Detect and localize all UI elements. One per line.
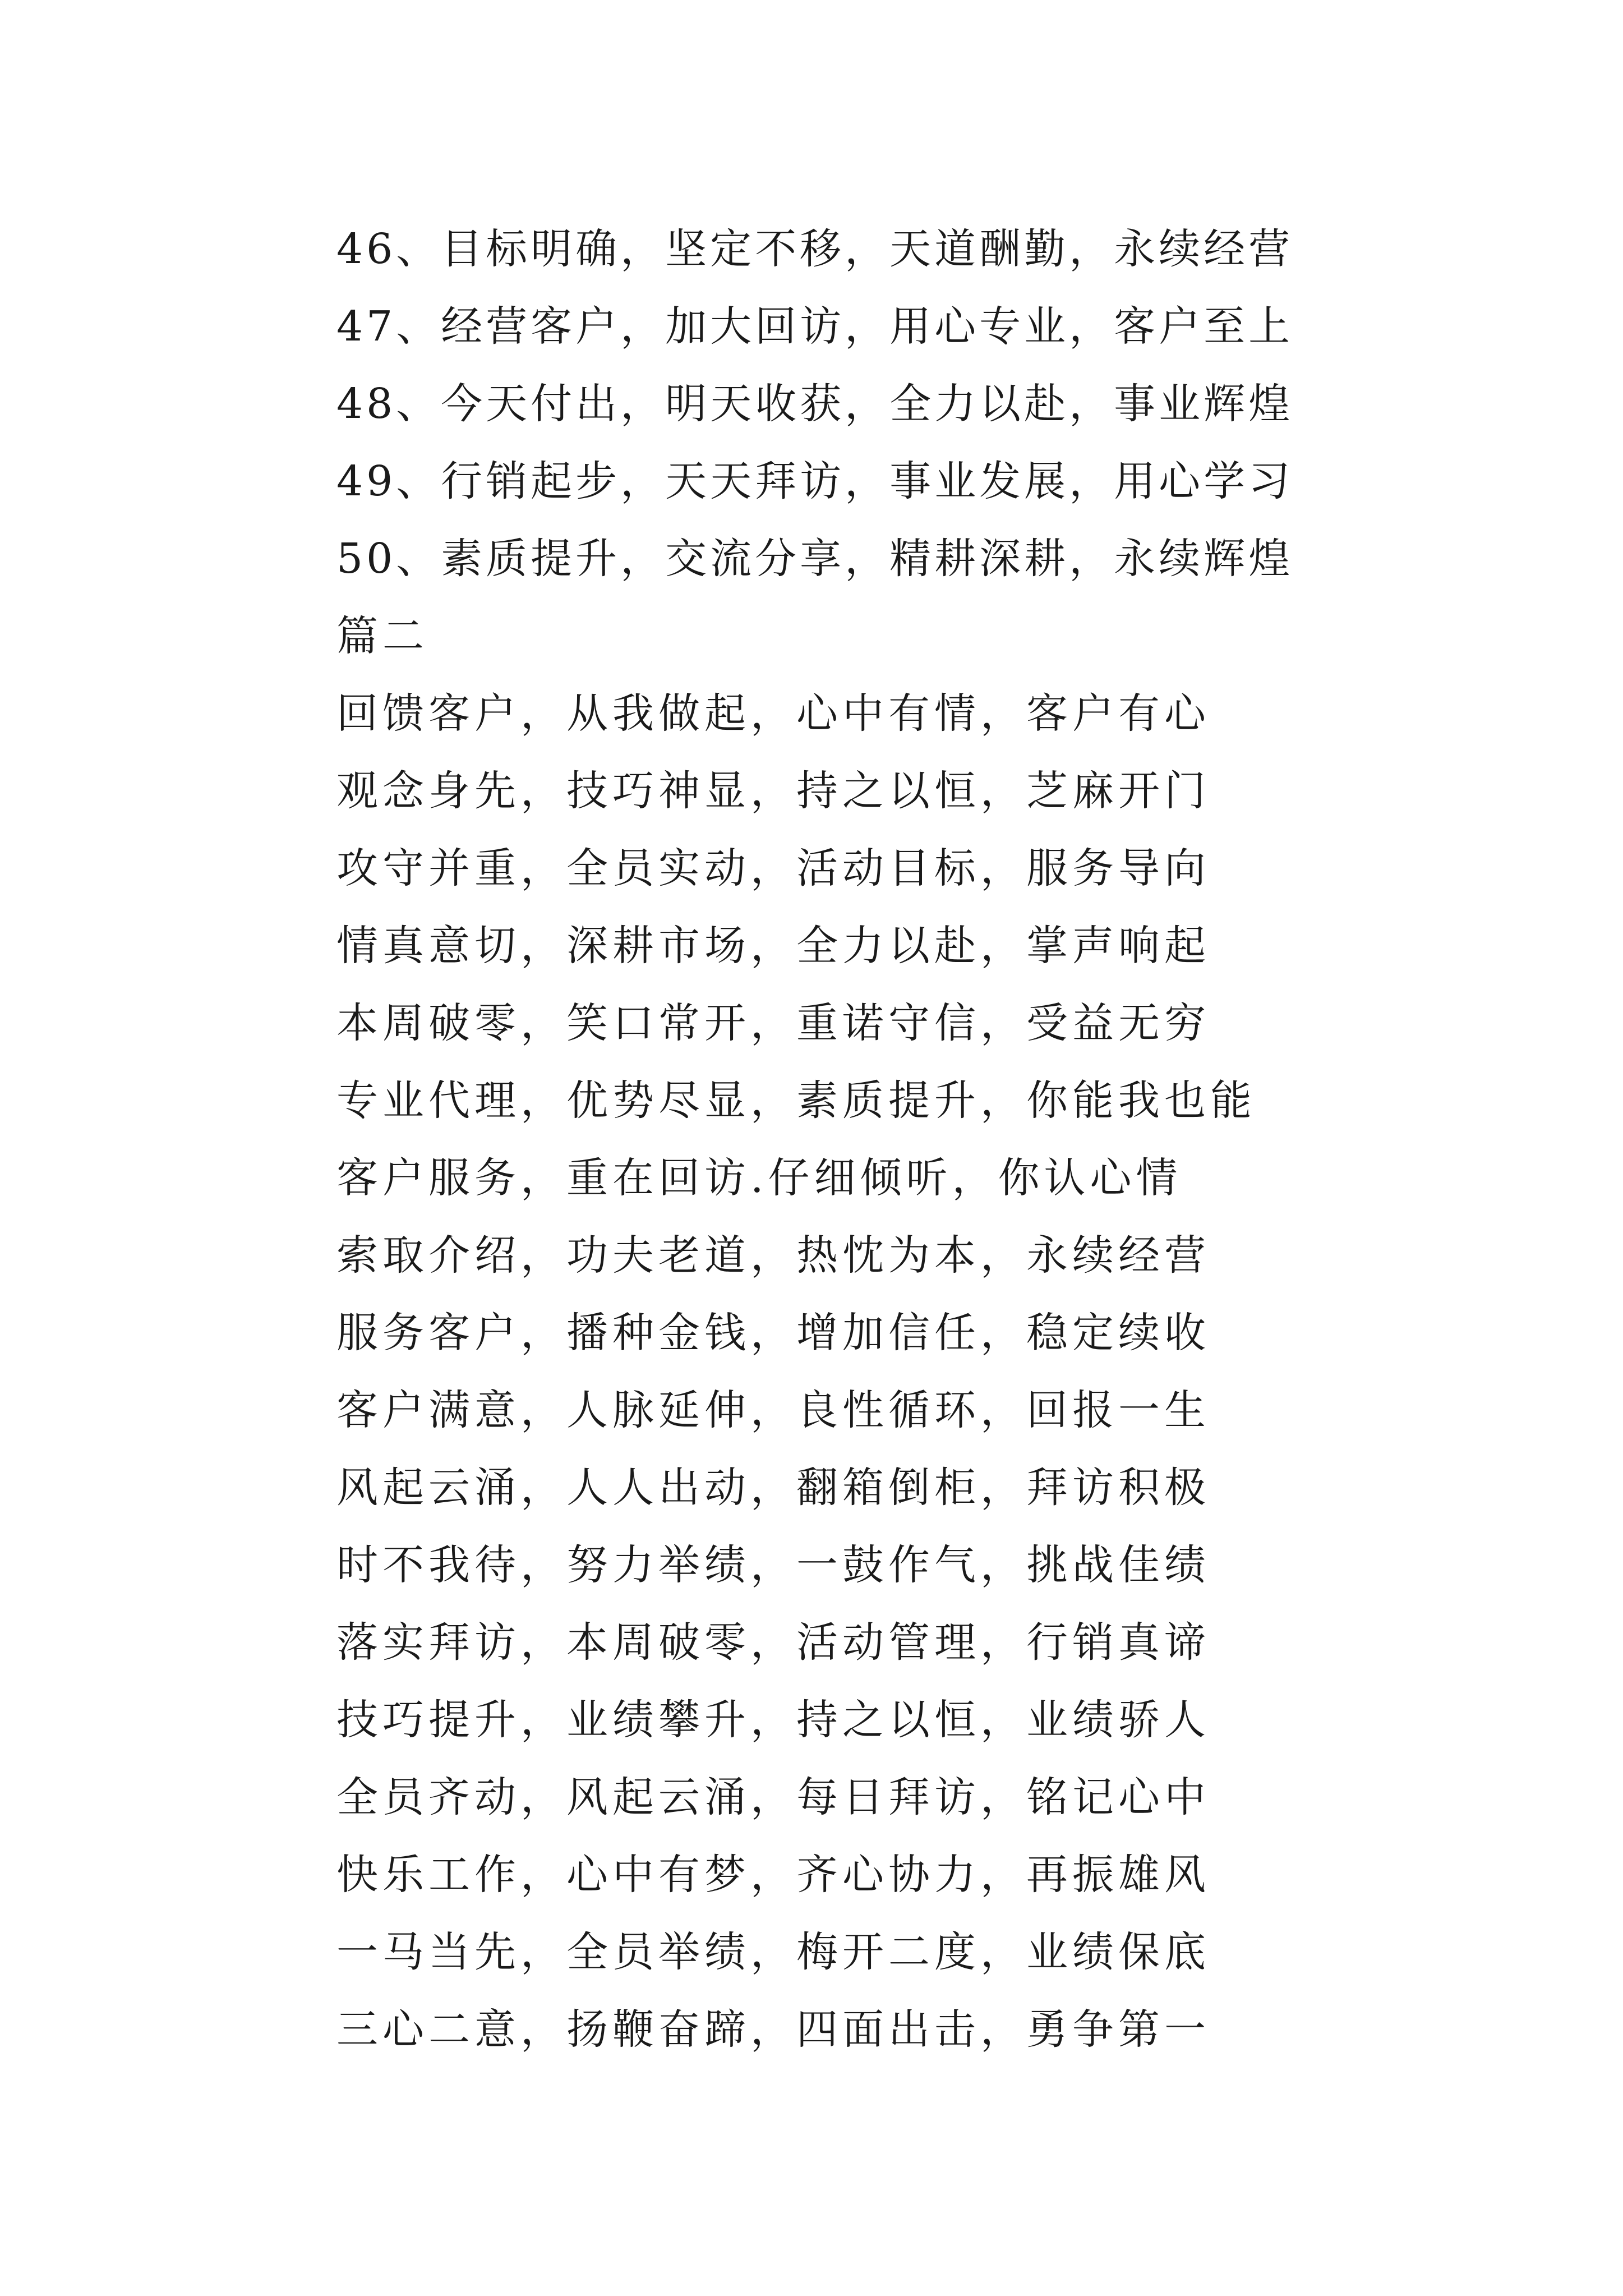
document-body: [336, 210, 1514, 2068]
slogan-line: 服务客户，播种金钱，增加信任，稳定续收: [336, 1309, 1210, 1357]
slogan-line: 客户满意，人脉延伸，良性循环，回报一生: [336, 1386, 1210, 1434]
slogan-line: 风起云涌，人人出动，翻箱倒柜，拜访积极: [336, 1464, 1210, 1512]
slogan-line: 观念身先，技巧神显，持之以恒，芝麻开门: [336, 767, 1210, 815]
numbered-item: 48、今天付出，明天收获，全力以赴，事业辉煌: [336, 380, 1294, 428]
slogan-line: 一马当先，全员举绩，梅开二度，业绩保底: [336, 1928, 1210, 1976]
slogan-line: 全员齐动，风起云涌，每日拜访，铭记心中: [336, 1773, 1210, 1821]
slogan-line: 技巧提升，业绩攀升，持之以恒，业绩骄人: [336, 1696, 1210, 1744]
numbered-item: 46、目标明确，坚定不移，天道酬勤，永续经营: [336, 225, 1294, 273]
slogan-line: 时不我待，努力举绩，一鼓作气，挑战佳绩: [336, 1541, 1210, 1589]
slogan-line: 客户服务，重在回访.仔细倾听，你认心情: [336, 1154, 1182, 1202]
slogan-line: 情真意切，深耕市场，全力以赴，掌声响起: [336, 922, 1210, 970]
slogan-line: 三心二意，扬鞭奋蹄，四面出击，勇争第一: [336, 2005, 1210, 2054]
slogan-line: 快乐工作，心中有梦，齐心协力，再振雄风: [336, 1851, 1210, 1899]
slogan-line: 本周破零，笑口常开，重诺守信，受益无穷: [336, 999, 1210, 1047]
section-heading: 篇二: [336, 612, 428, 660]
numbered-item: 49、行销起步，天天拜访，事业发展，用心学习: [336, 457, 1294, 505]
slogan-line: 索取介绍，功夫老道，热忱为本，永续经营: [336, 1231, 1210, 1280]
slogan-line: 专业代理，优势尽显，素质提升，你能我也能: [336, 1076, 1256, 1125]
slogan-line: 落实拜访，本周破零，活动管理，行销真谛: [336, 1618, 1210, 1667]
numbered-item: 50、素质提升，交流分享，精耕深耕，永续辉煌: [336, 535, 1294, 583]
numbered-item: 47、经营客户，加大回访，用心专业，客户至上: [336, 302, 1294, 351]
slogan-line: 回馈客户，从我做起，心中有情，客户有心: [336, 689, 1210, 738]
slogan-line: 攻守并重，全员实动，活动目标，服务导向: [336, 844, 1210, 892]
